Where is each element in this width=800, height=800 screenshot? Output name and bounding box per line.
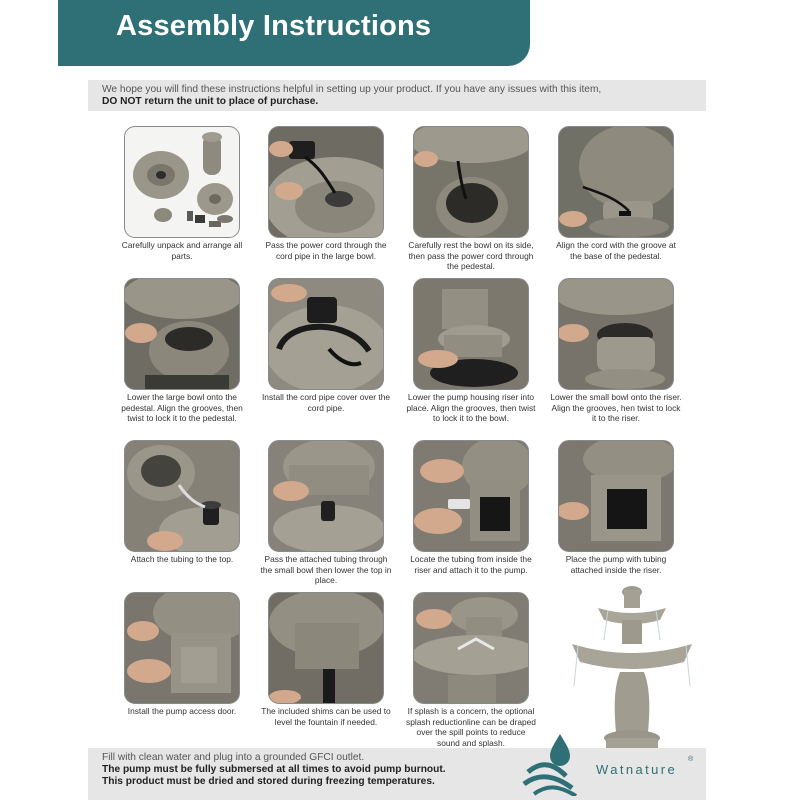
- step-8: [550, 278, 682, 424]
- step-2: [265, 126, 387, 261]
- step-1-caption: Carefully unpack and arrange all parts.: [121, 240, 243, 261]
- step-11-photo: [413, 440, 529, 552]
- step-5-caption: Lower the large bowl onto the pedestal. Align the grooves, then twist to lock it to the pedestal.: [121, 392, 243, 423]
- step-12-photo: [558, 440, 674, 552]
- brand-name: Watnature: [596, 762, 678, 777]
- step-5-photo: [124, 278, 240, 390]
- step-12-caption: Place the pump with tubing attached inside the riser.: [565, 554, 667, 575]
- footer-line-1: Fill with clean water and plug into a grounded GFCI outlet.: [102, 752, 365, 763]
- step-11-caption: Locate the tubing from inside the riser and attach it to the pump.: [410, 554, 532, 575]
- step-10: [260, 440, 392, 586]
- step-6-photo: [268, 278, 384, 390]
- step-10-photo: [268, 440, 384, 552]
- step-13-caption: Install the pump access door.: [127, 706, 237, 716]
- step-5: [121, 278, 243, 424]
- title-banner: [58, 0, 530, 66]
- step-3: [408, 126, 534, 272]
- step-7-caption: Lower the pump housing riser into place. Align the grooves, then twist to lock it to the bowl.: [406, 392, 536, 423]
- step-4: [558, 126, 674, 261]
- step-15: [406, 592, 536, 748]
- water-drop-icon: [520, 732, 590, 796]
- step-9: [124, 440, 240, 565]
- step-10-caption: Pass the attached tubing through the small bowl then lower the top in place.: [260, 554, 392, 585]
- step-13: [124, 592, 240, 717]
- step-2-caption: Pass the power cord through the cord pipe in the large bowl.: [265, 240, 387, 261]
- footer-line-2: The pump must be fully submersed at all times to avoid pump burnout.: [102, 764, 446, 775]
- step-4-caption: Align the cord with the groove at the base of the pedestal.: [556, 240, 676, 261]
- fountain-product-image: [568, 582, 696, 754]
- step-4-photo: [558, 126, 674, 238]
- step-7: [406, 278, 536, 424]
- step-11: [410, 440, 532, 575]
- intro-warning: DO NOT return the unit to place of purchase.: [102, 96, 319, 107]
- intro-notice: [88, 80, 706, 111]
- step-14: [261, 592, 391, 727]
- step-8-photo: [558, 278, 674, 390]
- brand-logo: [520, 732, 710, 796]
- page-title: Assembly Instructions: [116, 10, 432, 42]
- step-1-photo: [124, 126, 240, 238]
- registered-mark: ®: [688, 756, 694, 763]
- step-3-caption: Carefully rest the bowl on its side, then pass the power cord through the pedestal.: [408, 240, 534, 271]
- step-6: [261, 278, 391, 413]
- step-1: [121, 126, 243, 261]
- step-13-photo: [124, 592, 240, 704]
- step-14-photo: [268, 592, 384, 704]
- step-9-photo: [124, 440, 240, 552]
- step-12: [558, 440, 674, 575]
- step-6-caption: Install the cord pipe cover over the cord pipe.: [261, 392, 391, 413]
- step-2-photo: [268, 126, 384, 238]
- intro-line-1: We hope you will find these instructions helpful in setting up your product. If you have any issues with this item,: [102, 84, 602, 95]
- step-7-photo: [413, 278, 529, 390]
- step-9-caption: Attach the tubing to the top.: [130, 554, 234, 564]
- step-3-photo: [413, 126, 529, 238]
- step-15-caption: If splash is a concern, the optional splash reductionline can be draped over the spill points to reduce sound and splash.: [406, 706, 536, 748]
- footer-line-3: This product must be dried and stored during freezing temperatures.: [102, 776, 435, 787]
- step-8-caption: Lower the small bowl onto the riser. Align the grooves, hen twist to lock it to the riser.: [550, 392, 682, 423]
- step-14-caption: The included shims can be used to level the fountain if needed.: [261, 706, 391, 727]
- step-15-photo: [413, 592, 529, 704]
